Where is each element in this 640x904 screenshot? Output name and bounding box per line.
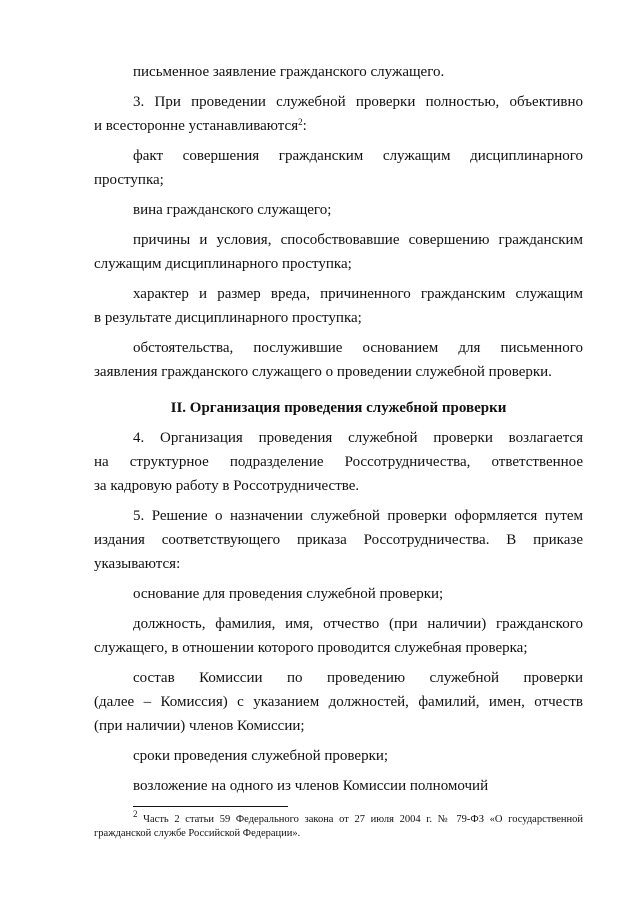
list-item-line: служащим дисциплинарного проступка; <box>94 256 352 272</box>
list-item-line: должность, фамилия, имя, отчество (при наличии) гражданского <box>133 616 583 632</box>
list-item-line: сроки проведения служебной проверки; <box>133 748 389 764</box>
text-line: письменное заявление гражданского служащего. <box>133 64 445 80</box>
list-item-line: причины и условия, способствовавшие совершению гражданским <box>133 232 583 248</box>
paragraph-5-line: издания соответствующего приказа Россотрудничества. В приказе <box>94 532 583 548</box>
list-item-line: обстоятельства, послужившие основанием для письменного <box>133 340 583 356</box>
paragraph-3-line: 3. При проведении служебной проверки полностью, объективно <box>133 94 583 110</box>
text-span: и всесторонне устанавливаются <box>94 118 299 134</box>
footnote-marker: 2 <box>133 809 138 819</box>
list-item-line: служащего, в отношении которого проводится служебная проверка; <box>94 640 528 656</box>
list-item-line: характер и размер вреда, причиненного гражданским служащим <box>133 286 583 302</box>
footnote-text: Часть 2 статьи 59 Федерального закона от 27 июля 2004 г. № 79-ФЗ «О государственной <box>143 814 583 825</box>
list-item-line: (при наличии) членов Комиссии; <box>94 718 305 734</box>
list-item-line: (далее – Комиссия) с указанием должностей, фамилий, имен, отчеств <box>94 694 583 710</box>
section-heading: II. Организация проведения служебной проверки <box>170 400 507 416</box>
footnote-line: гражданской службе Российской Федерации». <box>94 828 301 839</box>
list-item-line: факт совершения гражданским служащим дисциплинарного <box>133 148 583 164</box>
text-span: : <box>302 118 307 134</box>
footnote-reference: 2 <box>298 117 303 127</box>
list-item-line: состав Комиссии по проведению служебной проверки <box>133 670 583 686</box>
paragraph-4-line: 4. Организация проведения служебной проверки возлагается <box>133 430 583 446</box>
list-item-line: возложение на одного из членов Комиссии полномочий <box>133 778 489 794</box>
list-item-line: в результате дисциплинарного проступка; <box>94 310 362 326</box>
paragraph-5-line: 5. Решение о назначении служебной проверки оформляется путем <box>133 508 583 524</box>
list-item-line: основание для проведения служебной проверки; <box>133 586 444 602</box>
paragraph-4-line: на структурное подразделение Россотрудничества, ответственное <box>94 454 583 470</box>
list-item-line: вина гражданского служащего; <box>133 202 332 218</box>
footnote-line <box>133 809 583 827</box>
paragraph-5-line: указываются: <box>94 556 181 572</box>
list-item-line: проступка; <box>94 172 164 188</box>
paragraph-4-line: за кадровую работу в Россотрудничестве. <box>94 478 360 494</box>
list-item-line: заявления гражданского служащего о проведении служебной проверки. <box>94 364 552 380</box>
paragraph-3-line-end <box>94 116 583 136</box>
footnote-divider <box>133 806 288 807</box>
